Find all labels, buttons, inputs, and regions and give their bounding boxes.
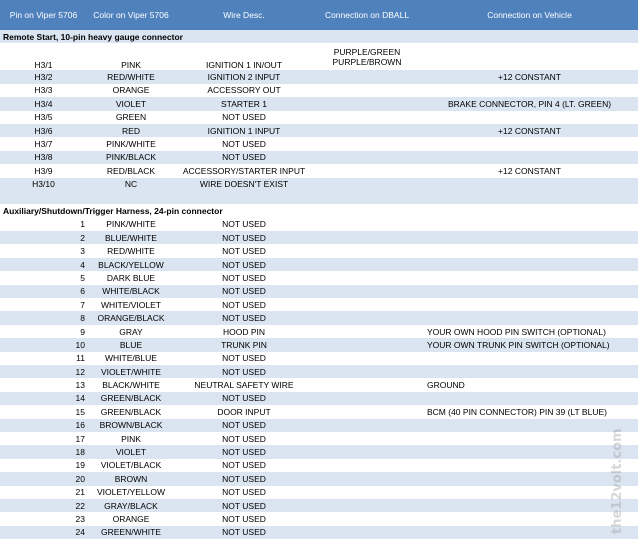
dball-cell xyxy=(313,445,421,458)
dball-cell xyxy=(313,244,421,257)
wire-desc-cell: NOT USED xyxy=(175,445,313,458)
color-cell: PINK xyxy=(121,60,141,71)
dball-cell xyxy=(313,137,421,150)
table-row xyxy=(0,244,638,257)
color-cell: GREEN xyxy=(115,112,147,123)
color-cell: PINK/WHITE xyxy=(106,139,156,150)
pin-cell: 3 xyxy=(80,246,85,257)
vehicle-cell xyxy=(421,244,638,257)
pin-cell: 24 xyxy=(0,526,87,539)
header-vehicle: Connection on Vehicle xyxy=(421,0,638,30)
vehicle-cell xyxy=(421,459,638,472)
color-cell: NC xyxy=(87,178,175,191)
table-row xyxy=(0,97,638,110)
vehicle-cell xyxy=(421,365,638,378)
vehicle-cell xyxy=(421,43,638,70)
color-cell: GRAY xyxy=(119,326,143,337)
vehicle-cell: +12 CONSTANT xyxy=(498,165,561,176)
vehicle-cell xyxy=(421,271,638,284)
wire-desc-cell: NOT USED xyxy=(175,231,313,244)
dball-cell xyxy=(313,151,421,164)
pin-cell: 11 xyxy=(76,353,85,364)
vehicle-cell xyxy=(421,352,638,365)
color-cell: RED/WHITE xyxy=(87,70,175,83)
vehicle-cell xyxy=(421,311,638,324)
table-row xyxy=(0,164,638,177)
header-row xyxy=(0,0,638,30)
wire-desc-cell: STARTER 1 xyxy=(175,97,313,110)
wire-desc-cell: NOT USED xyxy=(222,513,266,524)
vehicle-cell xyxy=(421,111,638,124)
color-cell: WHITE/VIOLET xyxy=(101,299,161,310)
pin-cell: 23 xyxy=(75,513,85,524)
blank-row xyxy=(0,191,638,204)
table-row xyxy=(0,218,638,231)
wire-desc-cell: NOT USED xyxy=(222,112,266,123)
vehicle-cell xyxy=(421,499,638,512)
pin-cell: 2 xyxy=(0,231,87,244)
wire-desc-cell: NOT USED xyxy=(175,285,313,298)
color-cell: RED/BLACK xyxy=(106,165,156,176)
dball-cell xyxy=(313,231,421,244)
pin-cell: H3/8 xyxy=(0,151,87,164)
pin-cell: 22 xyxy=(0,499,87,512)
pin-cell: 12 xyxy=(0,365,87,378)
wire-desc-cell: NOT USED xyxy=(222,460,266,471)
wire-desc-cell: NOT USED xyxy=(222,246,266,257)
pin-cell: 13 xyxy=(75,380,85,391)
wire-desc-cell: NOT USED xyxy=(175,392,313,405)
pin-cell: 9 xyxy=(80,326,85,337)
wire-desc-cell: NOT USED xyxy=(222,487,266,498)
dball-cell xyxy=(313,499,421,512)
pin-cell: H3/9 xyxy=(34,165,53,176)
color-cell: VIOLET xyxy=(87,97,175,110)
color-cell: VIOLET/BLACK xyxy=(100,460,162,471)
dball-cell xyxy=(313,405,421,418)
vehicle-cell: BRAKE CONNECTOR, PIN 4 (LT. GREEN) xyxy=(421,97,638,110)
table-row xyxy=(0,499,638,512)
pin-cell: 21 xyxy=(75,487,85,498)
section-aux-harness xyxy=(0,204,638,217)
color-cell: DARK BLUE xyxy=(106,272,156,283)
table-row xyxy=(0,432,638,445)
vehicle-cell xyxy=(421,392,638,405)
vehicle-cell xyxy=(421,432,638,445)
pin-cell: 6 xyxy=(0,285,87,298)
vehicle-cell xyxy=(421,258,638,271)
wire-desc-cell: NEUTRAL SAFETY WIRE xyxy=(194,380,294,391)
header-pin: Pin on Viper 5706 xyxy=(0,0,87,30)
pin-cell: H3/3 xyxy=(34,85,53,96)
header-wire-desc: Wire Desc. xyxy=(175,0,313,30)
dball-cell xyxy=(313,338,421,351)
pin-cell: 18 xyxy=(0,445,87,458)
dball-cell xyxy=(313,325,421,338)
wire-desc-cell: NOT USED xyxy=(222,299,266,310)
wire-desc-cell: WIRE DOESN'T EXIST xyxy=(175,178,313,191)
pin-cell: 5 xyxy=(80,272,85,283)
pin-cell: 15 xyxy=(75,406,85,417)
dball-cell xyxy=(313,218,421,231)
pin-cell: 16 xyxy=(0,419,87,432)
color-cell: ORANGE xyxy=(112,513,150,524)
vehicle-cell xyxy=(421,84,638,97)
wire-desc-cell: NOT USED xyxy=(175,151,313,164)
color-cell: RED/WHITE xyxy=(107,246,155,257)
table-row xyxy=(0,311,638,324)
header-dball: Connection on DBALL xyxy=(313,0,421,30)
table-row xyxy=(0,526,638,539)
pin-cell: H3/7 xyxy=(34,139,53,150)
pin-cell: 17 xyxy=(75,433,85,444)
dball-cell: PURPLE/GREEN PURPLE/BROWN xyxy=(332,46,402,67)
pin-cell: H3/6 xyxy=(0,124,87,137)
vehicle-cell xyxy=(421,512,638,525)
dball-cell xyxy=(313,392,421,405)
table-row xyxy=(0,124,638,137)
table-row xyxy=(0,405,638,418)
vehicle-cell xyxy=(421,445,638,458)
color-cell: BLUE xyxy=(87,338,175,351)
table-row xyxy=(0,231,638,244)
color-cell: ORANGE/BLACK xyxy=(87,311,175,324)
wire-desc-cell: NOT USED xyxy=(175,526,313,539)
dball-cell xyxy=(313,97,421,110)
vehicle-cell xyxy=(421,298,638,311)
wire-desc-cell: NOT USED xyxy=(222,433,266,444)
color-cell: GREEN/BLACK xyxy=(87,392,175,405)
vehicle-cell xyxy=(421,178,638,191)
vehicle-cell: +12 CONSTANT xyxy=(421,124,638,137)
table-row xyxy=(0,338,638,351)
table-row xyxy=(0,512,638,525)
section-title: Auxiliary/Shutdown/Trigger Harness, 24-pin connector xyxy=(3,205,223,216)
dball-cell xyxy=(313,526,421,539)
table-row xyxy=(0,352,638,365)
wire-desc-cell: NOT USED xyxy=(222,272,266,283)
pin-cell: 8 xyxy=(0,311,87,324)
color-cell: BROWN/BLACK xyxy=(87,419,175,432)
table-row xyxy=(0,70,638,83)
wire-desc-cell: NOT USED xyxy=(175,258,313,271)
color-cell: PINK/BLACK xyxy=(87,151,175,164)
dball-cell xyxy=(313,298,421,311)
vehicle-cell: GROUND xyxy=(427,380,465,391)
color-cell: WHITE/BLUE xyxy=(105,353,157,364)
wire-desc-cell: DOOR INPUT xyxy=(217,406,271,417)
vehicle-cell xyxy=(421,486,638,499)
pin-cell: H3/10 xyxy=(0,178,87,191)
vehicle-cell xyxy=(421,419,638,432)
pin-cell: 7 xyxy=(80,299,85,310)
wire-desc-cell: ACCESSORY/STARTER INPUT xyxy=(182,165,306,176)
blank-cell xyxy=(0,191,638,204)
dball-cell xyxy=(313,111,421,124)
pin-cell: H3/5 xyxy=(34,112,53,123)
vehicle-cell xyxy=(421,137,638,150)
dball-cell xyxy=(313,459,421,472)
color-cell: BLACK/YELLOW xyxy=(87,258,175,271)
vehicle-cell xyxy=(421,151,638,164)
table-row xyxy=(0,419,638,432)
wire-desc-cell: IGNITION 1 INPUT xyxy=(175,124,313,137)
table-row xyxy=(0,392,638,405)
table-row xyxy=(0,285,638,298)
wire-desc-cell: NOT USED xyxy=(222,219,266,230)
wire-desc-cell: NOT USED xyxy=(222,139,266,150)
dball-cell xyxy=(313,378,421,391)
pin-cell: H3/4 xyxy=(0,97,87,110)
dball-cell xyxy=(313,178,421,191)
dball-cell xyxy=(313,70,421,83)
pin-cell: 1 xyxy=(80,219,85,230)
pin-cell: 20 xyxy=(0,472,87,485)
table-row xyxy=(0,178,638,191)
vehicle-cell: BCM (40 PIN CONNECTOR) PIN 39 (LT BLUE) xyxy=(427,406,607,417)
table-row xyxy=(0,472,638,485)
wire-desc-cell: IGNITION 1 IN/OUT xyxy=(205,60,283,71)
wire-desc-cell: HOOD PIN xyxy=(222,326,266,337)
wire-desc-cell: NOT USED xyxy=(175,499,313,512)
color-cell: BROWN xyxy=(87,472,175,485)
color-cell: ORANGE xyxy=(112,85,150,96)
pin-cell: 19 xyxy=(75,460,85,471)
table-row xyxy=(0,445,638,458)
vehicle-cell xyxy=(421,526,638,539)
header-color: Color on Viper 5706 xyxy=(87,0,175,30)
dball-cell xyxy=(313,84,421,97)
table-row xyxy=(0,325,638,338)
wire-desc-cell: NOT USED xyxy=(175,365,313,378)
table-row xyxy=(0,258,638,271)
vehicle-cell: YOUR OWN HOOD PIN SWITCH (OPTIONAL) xyxy=(427,326,606,337)
dball-cell xyxy=(313,512,421,525)
table-row xyxy=(0,378,638,391)
table-row xyxy=(0,271,638,284)
color-cell: PINK/WHITE xyxy=(106,219,156,230)
color-cell: BLUE/WHITE xyxy=(87,231,175,244)
wire-desc-cell: TRUNK PIN xyxy=(175,338,313,351)
dball-cell xyxy=(313,271,421,284)
dball-cell xyxy=(313,365,421,378)
table-row xyxy=(0,111,638,124)
wire-desc-cell: NOT USED xyxy=(175,311,313,324)
wire-desc-cell: ACCESSORY OUT xyxy=(207,85,281,96)
color-cell: PINK xyxy=(121,433,141,444)
table-row xyxy=(0,486,638,499)
vehicle-cell xyxy=(421,285,638,298)
dball-cell xyxy=(313,472,421,485)
color-cell: GREEN/WHITE xyxy=(87,526,175,539)
table-row xyxy=(0,137,638,150)
color-cell: RED xyxy=(87,124,175,137)
vehicle-cell: +12 CONSTANT xyxy=(421,70,638,83)
dball-cell xyxy=(313,258,421,271)
vehicle-cell xyxy=(421,231,638,244)
table-row xyxy=(0,43,638,70)
table-row xyxy=(0,151,638,164)
color-cell: VIOLET/WHITE xyxy=(87,365,175,378)
color-cell: WHITE/BLACK xyxy=(87,285,175,298)
dball-cell xyxy=(313,432,421,445)
dball-cell xyxy=(313,352,421,365)
color-cell: GREEN/BLACK xyxy=(100,406,162,417)
vehicle-cell xyxy=(421,472,638,485)
table-row xyxy=(0,365,638,378)
dball-cell xyxy=(313,311,421,324)
pin-cell: H3/1 xyxy=(34,60,53,71)
pin-cell: 14 xyxy=(0,392,87,405)
color-cell: VIOLET xyxy=(87,445,175,458)
pin-cell: 4 xyxy=(0,258,87,271)
section-title: Remote Start, 10-pin heavy gauge connector xyxy=(0,30,638,43)
vehicle-cell xyxy=(421,218,638,231)
section-remote-start xyxy=(0,30,638,43)
vehicle-cell: YOUR OWN TRUNK PIN SWITCH (OPTIONAL) xyxy=(421,338,638,351)
pin-cell: H3/2 xyxy=(0,70,87,83)
table-row xyxy=(0,459,638,472)
wire-desc-cell: NOT USED xyxy=(222,353,266,364)
color-cell: GRAY/BLACK xyxy=(87,499,175,512)
dball-cell xyxy=(313,164,421,177)
table-row xyxy=(0,84,638,97)
wire-desc-cell: NOT USED xyxy=(175,419,313,432)
color-cell: BLACK/WHITE xyxy=(102,380,160,391)
color-cell: VIOLET/YELLOW xyxy=(96,487,166,498)
pin-cell: 10 xyxy=(0,338,87,351)
wire-desc-cell: NOT USED xyxy=(175,472,313,485)
dball-cell xyxy=(313,285,421,298)
dball-cell xyxy=(313,486,421,499)
dball-cell xyxy=(313,124,421,137)
dball-cell xyxy=(313,419,421,432)
wire-desc-cell: IGNITION 2 INPUT xyxy=(175,70,313,83)
watermark: the12volt.com xyxy=(610,428,625,534)
table-row xyxy=(0,298,638,311)
